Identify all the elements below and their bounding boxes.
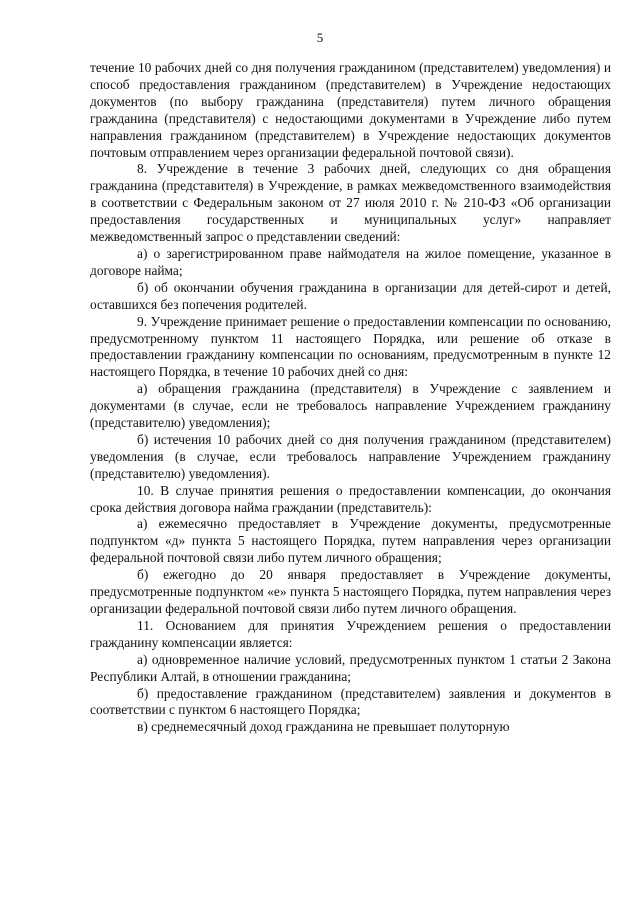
paragraph-item-11b: б) предоставление гражданином (представителем) заявления и документов в соответствии с пунктом 6 настоящего Порядка; <box>90 685 611 718</box>
paragraph-item-8b: б) об окончании обучения гражданина в организации для детей-сирот и детей, оставшихся без попечения родителей. <box>90 279 611 312</box>
page-number: 5 <box>316 30 324 45</box>
paragraph-item-11: 11. Основанием для принятия Учреждением решения о предоставлении гражданину компенсации является: <box>90 617 611 650</box>
document-body <box>90 60 611 736</box>
paragraph-item-9b: б) истечения 10 рабочих дней со дня получения гражданином (представителем) уведомления (в случае, если требовалось направление Учреждением гражданину (представителю) уведомления). <box>90 431 611 481</box>
paragraph-item-9: 9. Учреждение принимает решение о предоставлении компенсации по основанию, предусмотренному пунктом 11 настоящего Порядка, или решение об отказе в предоставлении гражданину компенсации по основаниям, предусмотренным в пункте 12 настоящего Порядка, в течение 10 рабочих дней со дня: <box>90 313 611 380</box>
paragraph-item-11c: в) среднемесячный доход гражданина не превышает полуторную <box>137 719 510 735</box>
paragraph-item-11a: а) одновременное наличие условий, предусмотренных пунктом 1 статьи 2 Закона Республики Алтай, в отношении гражданина; <box>90 651 611 684</box>
paragraph-item-10a: а) ежемесячно предоставляет в Учреждение документы, предусмотренные подпунктом «д» пункта 5 настоящего Порядка, путем направления через организации федеральной почтовой связи либо путем личного обращения; <box>90 516 611 566</box>
paragraph-item-10b: б) ежегодно до 20 января предоставляет в Учреждение документы, предусмотренные подпунктом «е» пункта 5 настоящего Порядка, путем направления через организации федеральной почтовой связи либо путем личного обращения. <box>90 567 611 616</box>
paragraph-continuation: течение 10 рабочих дней со дня получения гражданином (представителем) уведомления) и способ предоставления гражданином (представителем) в Учреждение недостающих документов (по выбору гражданина (представителя) путем личного обращения гражданина (представителя) с недостающими документами в Учреждение либо путем направления гражданином (представителем) в Учреждение недостающих документов почтовым отправлением через организации федеральной почтовой связи). <box>90 60 611 160</box>
paragraph-item-10: 10. В случае принятия решения о предоставлении компенсации, до окончания срока действия договора найма граждании (представитель): <box>90 482 611 515</box>
paragraph-item-9a: а) обращения гражданина (представителя) в Учреждение с заявлением и документами (в случае, если не требовалось направление Учреждением гражданину (представителю) уведомления); <box>90 381 611 431</box>
paragraph-item-8: 8. Учреждение в течение 3 рабочих дней, следующих со дня обращения гражданина (представителя) в Учреждение, в рамках межведомственного взаимодействия в соответствии с Федеральным законом от 27 июля 2010 г. № 210-ФЗ «Об организации предоставления государственных и муниципальных услуг» направляет межведомственный запрос о представлении сведений: <box>90 161 611 245</box>
paragraph-item-8a: а) о зарегистрированном праве наймодателя на жилое помещение, указанное в договоре найма; <box>90 245 611 278</box>
